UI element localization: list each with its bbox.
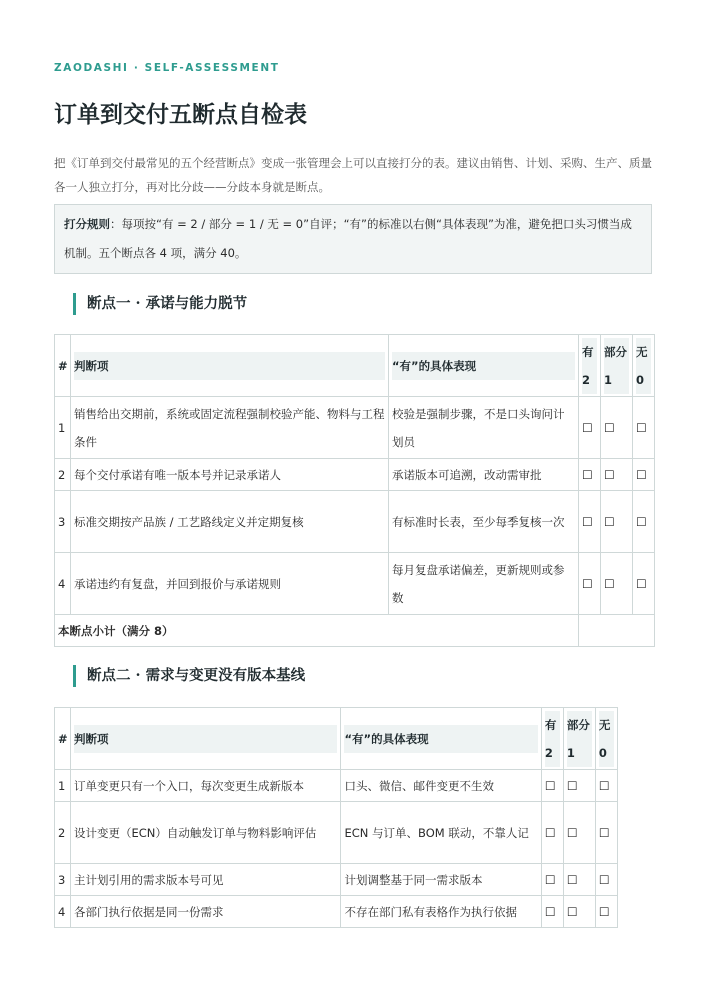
checkbox-yes[interactable]: ☐ [541, 864, 563, 896]
row-number: 2 [55, 802, 71, 864]
table-row [55, 459, 655, 491]
checkbox-no[interactable]: ☐ [633, 491, 655, 553]
checkbox-partial[interactable]: ☐ [601, 459, 633, 491]
col-header-no: 无 0 [633, 335, 655, 397]
table-row [55, 864, 618, 896]
intro-paragraph: 把《订单到交付最常见的五个经营断点》变成一张管理会上可以直接打分的表。建议由销售、计划、采购、生产、质量各一人独立打分，再对比分歧——分歧本身就是断点。 [54, 156, 652, 194]
checkbox-partial[interactable]: ☐ [601, 553, 633, 615]
brand-label: ZAODASHI · SELF-ASSESSMENT [54, 62, 280, 74]
col-header-item: 判断项 [71, 708, 341, 770]
subtotal-row [55, 615, 655, 647]
col-header-evidence: “有”的具体表现 [389, 335, 579, 397]
row-item: 设计变更（ECN）自动触发订单与物料影响评估 [71, 802, 341, 864]
table-row [55, 770, 618, 802]
page-title: 订单到交付五断点自检表 [54, 101, 307, 128]
table-row [55, 802, 618, 864]
table-row [55, 553, 655, 615]
table-row [55, 491, 655, 553]
row-evidence: 口头、微信、邮件变更不生效 [341, 770, 541, 802]
checkbox-no[interactable]: ☐ [595, 896, 617, 928]
row-item: 承诺违约有复盘，并回到报价与承诺规则 [71, 553, 389, 615]
checkbox-yes[interactable]: ☐ [579, 459, 601, 491]
row-evidence: 每月复盘承诺偏差，更新规则或参数 [389, 553, 579, 615]
checkbox-yes[interactable]: ☐ [541, 896, 563, 928]
table-row [55, 896, 618, 928]
row-item: 每个交付承诺有唯一版本号并记录承诺人 [71, 459, 389, 491]
row-evidence: ECN 与订单、BOM 联动，不靠人记 [341, 802, 541, 864]
col-header-partial: 部分 1 [601, 335, 633, 397]
subtotal-label: 本断点小计（满分 8） [55, 615, 579, 647]
checkbox-no[interactable]: ☐ [595, 864, 617, 896]
row-item: 各部门执行依据是同一份需求 [71, 896, 341, 928]
checkbox-partial[interactable]: ☐ [563, 770, 595, 802]
row-item: 标准交期按产品族 / 工艺路线定义并定期复核 [71, 491, 389, 553]
col-header-no: 无 0 [595, 708, 617, 770]
checkbox-no[interactable]: ☐ [633, 553, 655, 615]
checkbox-yes[interactable]: ☐ [579, 397, 601, 459]
section-title: 断点二 · 需求与变更没有版本基线 [73, 665, 305, 687]
row-number: 1 [55, 770, 71, 802]
row-number: 4 [55, 553, 71, 615]
checkbox-no[interactable]: ☐ [633, 459, 655, 491]
checkbox-yes[interactable]: ☐ [541, 770, 563, 802]
checkbox-partial[interactable]: ☐ [563, 896, 595, 928]
checkbox-yes[interactable]: ☐ [541, 802, 563, 864]
checkbox-no[interactable]: ☐ [595, 802, 617, 864]
section-title: 断点一 · 承诺与能力脱节 [73, 293, 247, 315]
row-evidence: 计划调整基于同一需求版本 [341, 864, 541, 896]
assessment-table [54, 707, 618, 928]
checkbox-yes[interactable]: ☐ [579, 553, 601, 615]
row-item: 销售给出交期前，系统或固定流程强制校验产能、物料与工程条件 [71, 397, 389, 459]
col-header-partial: 部分 1 [563, 708, 595, 770]
row-number: 1 [55, 397, 71, 459]
table-header-row [55, 335, 655, 397]
checkbox-yes[interactable]: ☐ [579, 491, 601, 553]
row-number: 4 [55, 896, 71, 928]
table-header-row [55, 708, 618, 770]
row-evidence: 校验是强制步骤，不是口头询问计划员 [389, 397, 579, 459]
row-number: 2 [55, 459, 71, 491]
checkbox-no[interactable]: ☐ [595, 770, 617, 802]
checkbox-no[interactable]: ☐ [633, 397, 655, 459]
row-evidence: 有标准时长表，至少每季复核一次 [389, 491, 579, 553]
row-evidence: 不存在部门私有表格作为执行依据 [341, 896, 541, 928]
row-evidence: 承诺版本可追溯，改动需审批 [389, 459, 579, 491]
table-row [55, 397, 655, 459]
col-header-yes: 有 2 [541, 708, 563, 770]
col-header-item: 判断项 [71, 335, 389, 397]
checkbox-partial[interactable]: ☐ [601, 491, 633, 553]
checkbox-partial[interactable]: ☐ [563, 864, 595, 896]
scoring-rules-label: 打分规则 [64, 217, 110, 231]
col-header-evidence: “有”的具体表现 [341, 708, 541, 770]
row-item: 订单变更只有一个入口，每次变更生成新版本 [71, 770, 341, 802]
col-header-yes: 有 2 [579, 335, 601, 397]
row-item: 主计划引用的需求版本号可见 [71, 864, 341, 896]
assessment-table [54, 334, 655, 647]
checkbox-partial[interactable]: ☐ [563, 802, 595, 864]
row-number: 3 [55, 491, 71, 553]
scoring-rules-text: ：每项按“有 = 2 / 部分 = 1 / 无 = 0”自评；“有”的标准以右侧“具体表现”为准，避免把口头习惯当成机制。五个断点各 4 项，满分 40。 [64, 217, 632, 260]
row-number: 3 [55, 864, 71, 896]
subtotal-value-cell[interactable] [579, 615, 655, 647]
col-header-number: # [55, 335, 71, 397]
col-header-number: # [55, 708, 71, 770]
checkbox-partial[interactable]: ☐ [601, 397, 633, 459]
scoring-rules-box [54, 204, 652, 274]
